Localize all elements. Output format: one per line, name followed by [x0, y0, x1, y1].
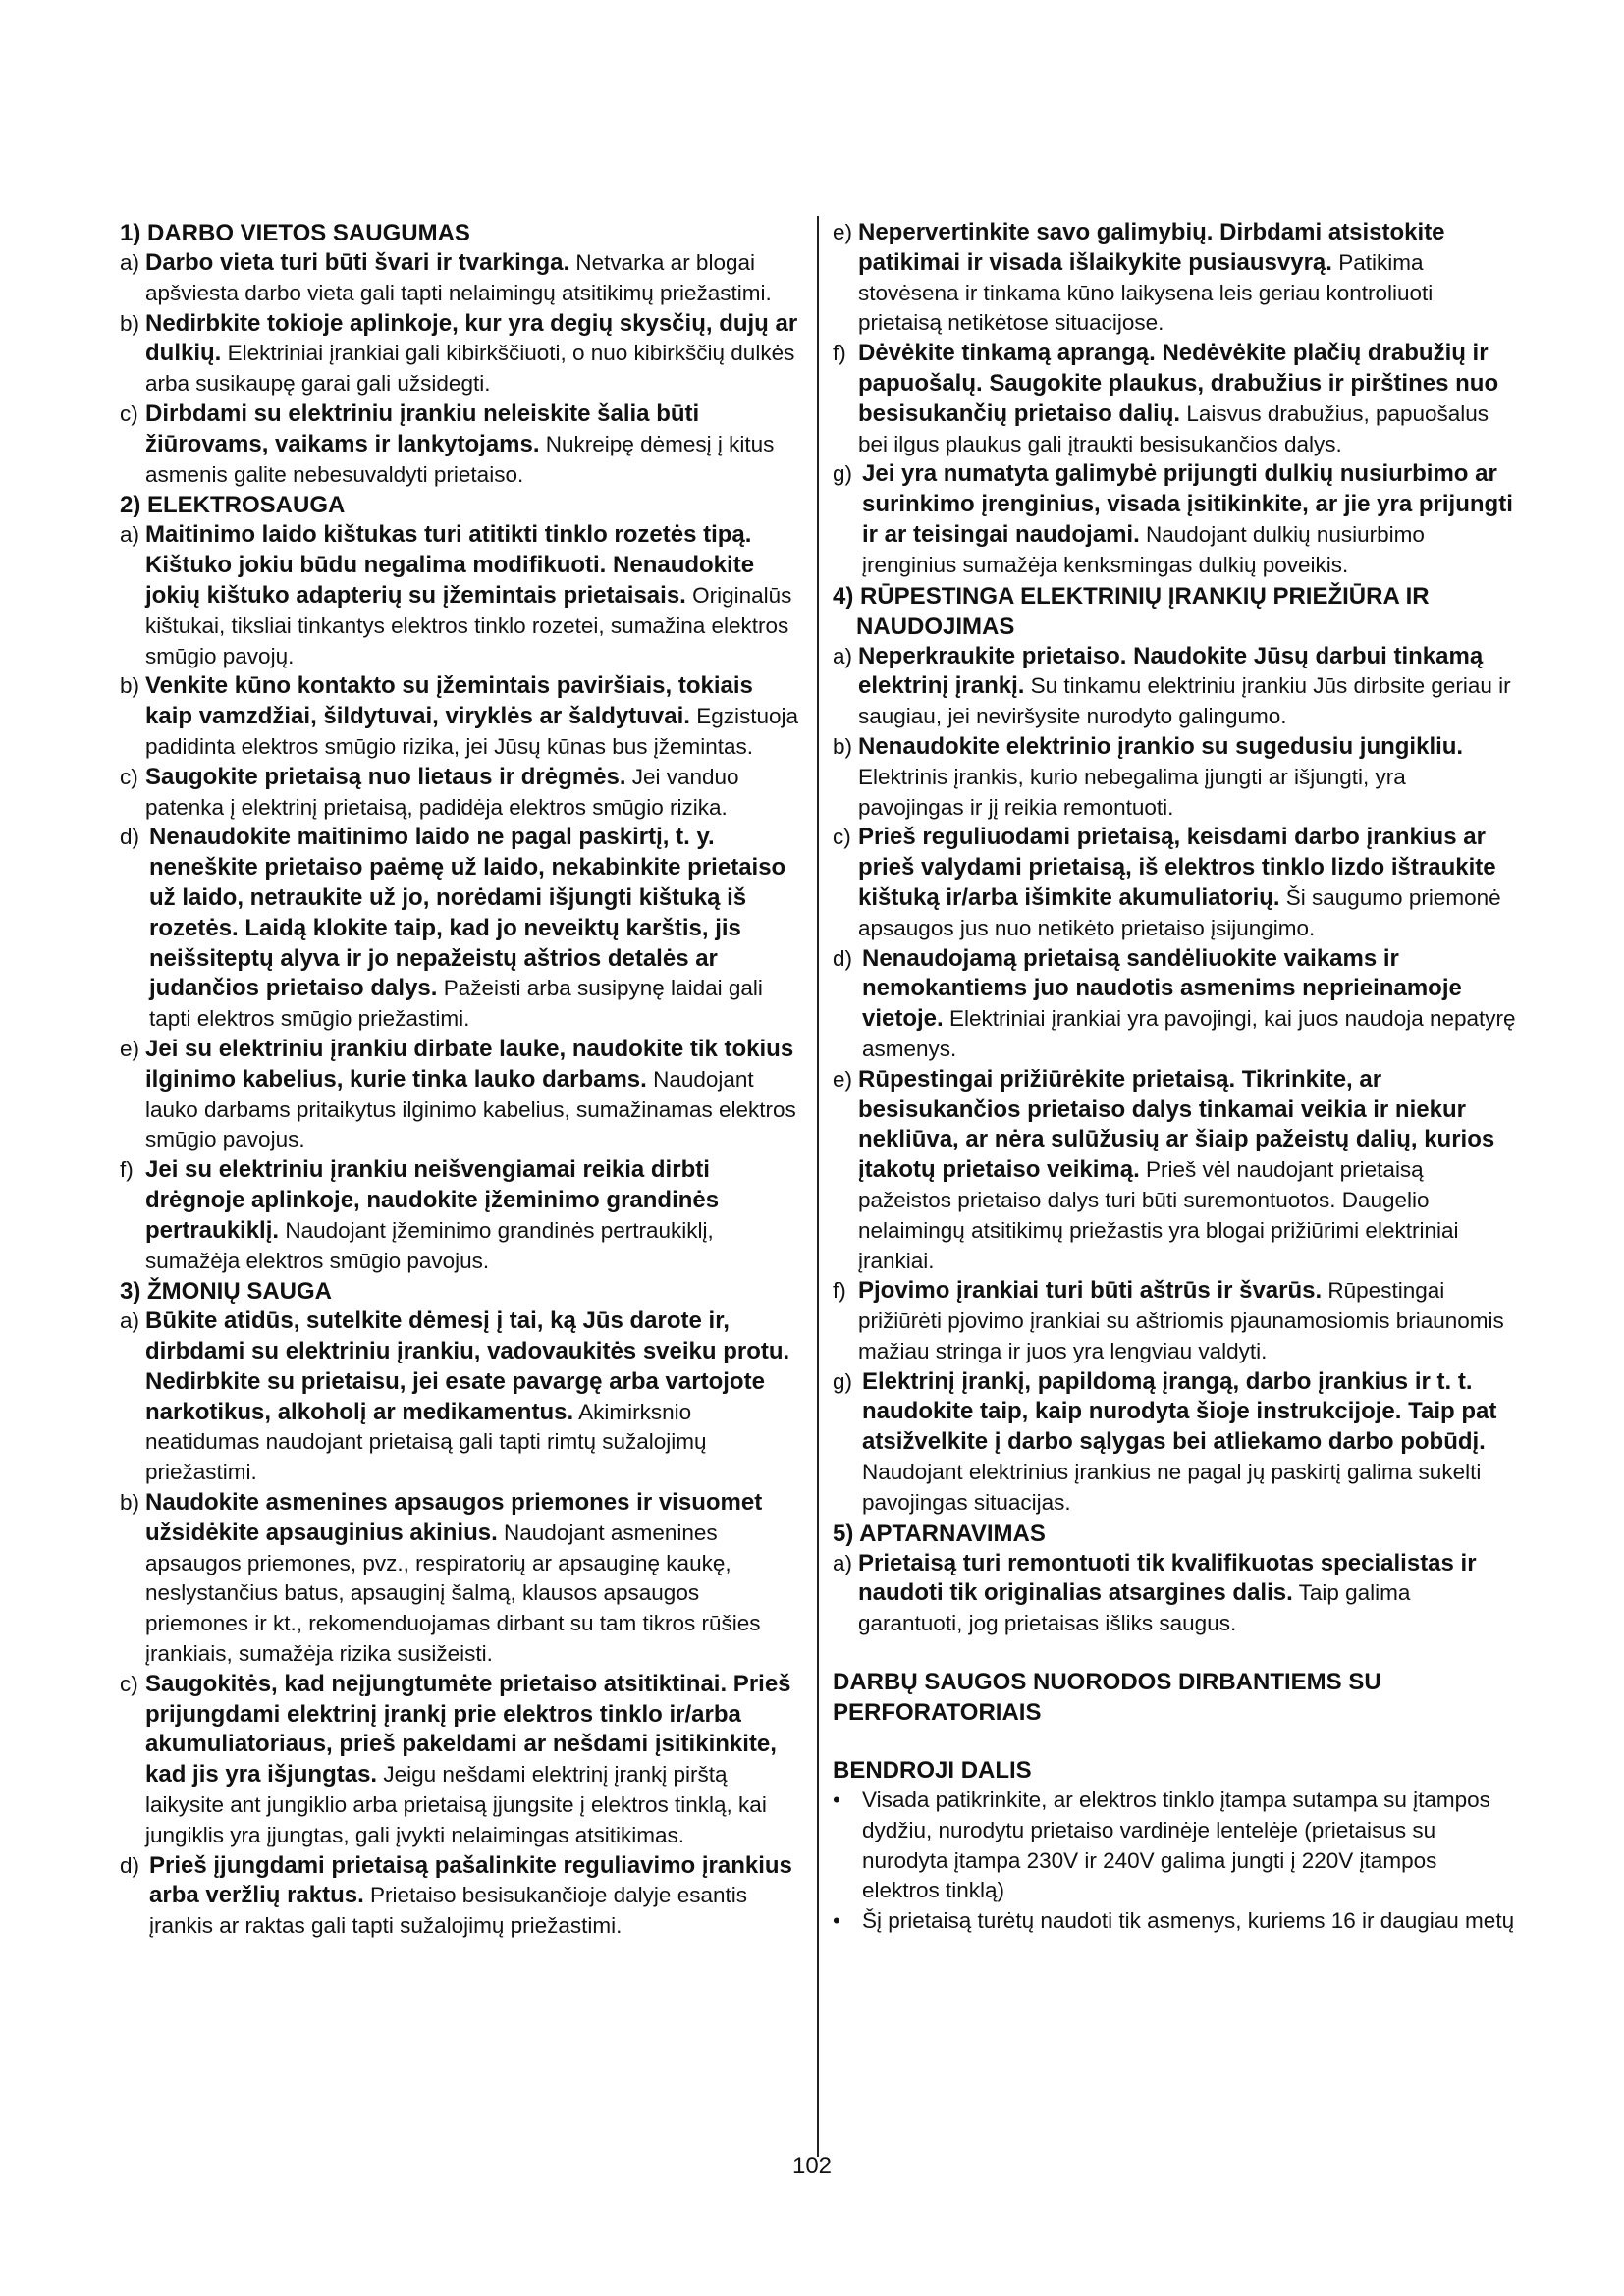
item-text — [149, 1851, 800, 1942]
item-text — [862, 459, 1517, 580]
item-normal-text: Elektriniai įrankiai gali kibirkščiuoti, o nuo kibirkščių dulkės arba susikaupę garai gali užsidegti. — [145, 341, 795, 397]
list-item — [833, 823, 1517, 943]
heading: BENDROJI DALIS — [833, 1757, 1032, 1785]
list-item — [833, 1065, 1517, 1277]
item-text — [858, 218, 1517, 339]
item-label: a) — [833, 643, 853, 668]
list-item — [120, 520, 800, 671]
list-item — [833, 642, 1517, 732]
item-label: d) — [120, 1852, 140, 1878]
section-heading: 1) DARBO VIETOS SAUGUMAS — [120, 220, 470, 246]
item-bold-text: Jei yra numatyta galimybė prijungti dulkių nusiurbimo ar surinkimo įrenginius, visada įsitikinkite, ar jie yra prijungti ir ar teisingai naudojami. — [862, 460, 1513, 548]
item-label: a) — [120, 1308, 140, 1334]
item-bold-text: Maitinimo laido kištukas turi atitikti tinklo rozetės tipą. Kištuko jokiu būdu negalima modifikuoti. Nenaudokite jokių kištuko adapterių su įžemintais prietaisais. — [145, 521, 755, 609]
item-normal-text: Elektriniai įrankiai yra pavojingi, kai juos naudoja nepatyrę asmenys. — [862, 1006, 1516, 1061]
item-text — [145, 671, 800, 762]
item-normal-text: Naudojant dulkių nusiurbimo įrenginius sumažėja kenksmingas dulkių poveikis. — [862, 521, 1425, 577]
item-normal-text: Prieš vėl naudojant prietaisą pažeistos prietaiso dalys turi būti suremontuotos. Daugelio nelaimingų atsitikimų priežastis yra blogai prižiūrimi elektriniai įrankiai. — [858, 1157, 1459, 1273]
item-text — [145, 520, 800, 671]
item-normal-text: Naudojant įžeminimo grandinės pertraukiklį, sumažėja elektros smūgio pavojus. — [145, 1217, 714, 1273]
list-item — [120, 823, 800, 1035]
item-label: c) — [120, 400, 138, 426]
spacer — [833, 1639, 1517, 1667]
item-text — [145, 1035, 800, 1155]
item-normal-text: Ši saugumo priemonė apsaugos jus nuo netikėto prietaiso įsijungimo. — [858, 884, 1501, 940]
item-normal-text: Elektrinis įrankis, kurio nebegalima įjungti ar išjungti, yra pavojingas ir jį reikia remontuoti. — [858, 764, 1406, 820]
item-text — [149, 823, 800, 1035]
item-normal-text: Jeigu nešdami elektrinį įrankį pirštą laikysite ant jungiklio arba prietaisą įjungsite į elektros tinklą, kai jungiklis yra įjungtas, gali įvykti nelaimingas atsitikimas. — [145, 1762, 767, 1847]
bullet-item — [833, 1906, 1517, 1937]
item-normal-text: Laisvus drabužius, papuošalus bei ilgus plaukus gali įtraukti besisukančios dalys. — [858, 400, 1489, 456]
list-item — [120, 309, 800, 400]
item-bold-text: Būkite atidūs, sutelkite dėmesį į tai, ką Jūs darote ir, dirbdami su elektriniu įrankiu, vadovaukitės sveiku protu. Nedirbkite su prietaisu, jei esate pavargę arba vartojote narkotikus, alkoholį ar medikamentus. — [145, 1308, 790, 1425]
item-label: b) — [120, 1490, 140, 1516]
item-normal-text: Jei vanduo patenka į elektrinį prietaisą, padidėja elektros smūgio rizika. — [145, 764, 739, 820]
item-normal-text: Netvarka ar blogai apšviesta darbo vieta gali tapti nelaimingų atsitikimų priežastimi. — [145, 250, 772, 305]
item-bold-text: Pjovimo įrankiai turi būti aštrūs ir švarūs. — [858, 1277, 1323, 1305]
item-normal-text: Patikima stovėsena ir tinkama kūno laikysena leis geriau kontroliuoti prietaisą netikėtose situacijose. — [858, 249, 1434, 336]
bullet-text: Šį prietaisą turėtų naudoti tik asmenys, kuriems 16 ir daugiau metų — [862, 1908, 1515, 1934]
list-item — [833, 1549, 1517, 1639]
item-normal-text: Naudojant elektrinius įrankius ne pagal jų paskirtį galima sukelti pavojingas situacijas. — [862, 1460, 1482, 1515]
item-text — [145, 763, 800, 824]
item-label: c) — [833, 825, 851, 850]
list-item — [120, 1488, 800, 1670]
item-label: d) — [120, 825, 140, 850]
item-bold-text: Prieš įjungdami prietaisą pašalinkite reguliavimo įrankius arba veržlių raktus. — [149, 1851, 792, 1909]
item-text — [862, 944, 1517, 1065]
item-bold-text: Rūpestingai prižiūrėkite prietaisą. Tikrinkite, ar besisukančios prietaiso dalys tinkamai veikia ir niekur nekliūva, ar nėra sulūžusių ar šiaip pažeistų dalių, kurios įtakotų prietaiso veikimą. — [858, 1065, 1495, 1184]
item-normal-text: Nukreipę dėmesį į kitus asmenis galite nebesuvaldyti prietaiso. — [145, 431, 775, 487]
item-label: a) — [120, 250, 140, 275]
item-normal-text: Taip galima garantuoti, jog prietaisas išliks saugus. — [858, 1580, 1411, 1636]
item-bold-text: Venkite kūno kontakto su įžemintais paviršiais, tokiais kaip vamzdžiai, šildytuvai, viryklės ar šaldytuvai. — [145, 672, 753, 730]
item-bold-text: Nenaudokite maitinimo laido ne pagal paskirtį, t. y. neneškite prietaiso paėmę už laido, nekabinkite prietaiso už laido, netraukite už jo, norėdami išjungti kištuką iš rozetės. Laidą klokite taip, kad jo neveiktų karštis, jis neišsiteptų alyva ir jo nepažeistų aštrios detalės ar judančios prietaiso dalys. — [149, 824, 786, 1002]
item-label: f) — [833, 341, 846, 366]
item-label: b) — [120, 310, 140, 336]
item-bold-text: Neperkraukite prietaiso. Naudokite Jūsų darbui tinkamą elektrinį įrankį. — [858, 642, 1484, 700]
item-label: c) — [120, 764, 138, 789]
item-text — [145, 1155, 800, 1276]
item-bold-text: Prietaisą turi remontuoti tik kvalifikuotas specialistas ir naudoti tik originalias atsargines dalis. — [858, 1549, 1477, 1607]
left-column — [120, 218, 800, 1942]
bullet-item — [833, 1786, 1517, 1906]
item-bold-text: Dirbdami su elektriniu įrankiu neleiskite šalia būti žiūrovams, vaikams ir lankytojams. — [145, 400, 700, 457]
item-label: g) — [833, 461, 853, 487]
bullet-icon: • — [833, 1908, 840, 1934]
item-text — [145, 1670, 800, 1851]
item-label: g) — [833, 1368, 853, 1394]
list-item — [120, 671, 800, 762]
item-label: b) — [120, 673, 140, 699]
item-text — [858, 1065, 1517, 1277]
item-normal-text: Naudojant lauko darbams pritaikytus ilginimo kabelius, sumažinamas elektros smūgio pavojus. — [145, 1066, 796, 1152]
item-normal-text: Pažeisti arba susipynę laidai gali tapti elektros smūgio priežastimi. — [149, 976, 763, 1032]
item-label: c) — [120, 1671, 138, 1696]
list-item — [120, 1307, 800, 1488]
item-normal-text: Originalūs kištukai, tiksliai tinkantys elektros tinklo rozetei, sumažina elektros smūgio pavojų. — [145, 582, 792, 668]
list-item — [120, 1670, 800, 1851]
bullet-icon: • — [833, 1788, 840, 1813]
item-text — [858, 1276, 1517, 1366]
list-item — [833, 339, 1517, 459]
item-normal-text: Akimirksnio neatidumas naudojant prietaisą gali tapti rimtų sužalojimų priežastimi. — [145, 1399, 707, 1485]
item-label: a) — [833, 1550, 853, 1575]
item-normal-text: Su tinkamu elektriniu įrankiu Jūs dirbsite geriau ir saugiau, jei neviršysite nurodyto galingumo. — [858, 673, 1511, 729]
column-divider — [817, 216, 819, 2157]
item-label: e) — [833, 1066, 853, 1092]
item-text — [858, 823, 1517, 943]
item-text — [858, 339, 1517, 459]
item-text — [862, 1367, 1517, 1519]
item-bold-text: Elektrinį įrankį, papildomą įrangą, darbo įrankius ir t. t. naudokite taip, kaip nurodyta šioje instrukcijoje. Taip pat atsižvelkite į darbo sąlygas bei atliekamo darbo pobūdį. — [862, 1367, 1497, 1456]
section-heading: 3) ŽMONIŲ SAUGA — [120, 1278, 332, 1306]
list-item — [833, 218, 1517, 339]
item-bold-text: Saugokitės, kad neįjungtumėte prietaiso atsitiktinai. Prieš prijungdami elektrinį įrankį prie elektros tinklo ir/arba akumuliatoriaus, prieš pakeldami ar nešdami įsitikinkite, kad jis yra išjungtas. — [145, 1670, 791, 1789]
item-text — [145, 400, 800, 490]
page-number: 102 — [791, 2153, 833, 2179]
list-item — [120, 248, 800, 309]
item-text — [145, 1307, 800, 1488]
item-bold-text: Saugokite prietaisą nuo lietaus ir drėgmės. — [145, 763, 626, 790]
item-bold-text: Nepervertinkite savo galimybių. Dirbdami atsistokite patikimai ir visada išlaikykite pusiausvyrą. — [858, 219, 1445, 276]
item-label: e) — [120, 1036, 140, 1061]
list-item — [120, 1851, 800, 1942]
item-bold-text: Nenaudojamą prietaisą sandėliuokite vaikams ir nemokantiems juo naudotis asmenims neprieinamoje vietoje. — [862, 944, 1462, 1033]
item-bold-text: Prieš reguliuodami prietaisą, keisdami darbo įrankius ar prieš valydami prietaisą, iš elektros tinklo lizdo ištraukite kištuką ir/arba išimkite akumuliatorių. — [858, 824, 1496, 911]
list-item — [120, 1035, 800, 1155]
item-label: f) — [120, 1157, 134, 1183]
item-normal-text: Rūpestingai prižiūrėti pjovimo įrankiai su aštriomis pjaunamosiomis briaunomis mažiau stringa ir juos yra lengviau valdyti. — [858, 1278, 1504, 1363]
section-heading: 2) ELEKTROSAUGA — [120, 492, 346, 519]
item-bold-text: Jei su elektriniu įrankiu dirbate lauke, naudokite tik tokius ilginimo kabelius, kurie tinka lauko darbams. — [145, 1035, 794, 1093]
item-bold-text: Nenaudokite elektrinio įrankio su sugedusiu jungikliu. — [858, 732, 1464, 760]
item-bold-text: Jei su elektriniu įrankiu neišvengiamai reikia dirbti drėgnoje aplinkoje, naudokite įžeminimo grandinės pertraukiklį. — [145, 1156, 720, 1244]
item-text — [145, 248, 800, 309]
list-item — [120, 400, 800, 490]
right-column — [833, 218, 1517, 1937]
item-bold-text: Darbo vieta turi būti švari ir tvarkinga. — [145, 249, 570, 276]
item-text — [858, 1549, 1517, 1639]
item-bold-text: Dėvėkite tinkamą aprangą. Nedėvėkite plačių drabužių ir papuošalų. Saugokite plaukus, drabužius ir pirštines nuo besisukančių prietaiso dalių. — [858, 340, 1499, 427]
list-item — [833, 1276, 1517, 1366]
list-item — [120, 763, 800, 824]
heading: DARBŲ SAUGOS NUORODOS DIRBANTIEMS SU PERFORATORIAIS — [833, 1669, 1381, 1727]
item-normal-text: Naudojant asmenines apsaugos priemones, pvz., respiratorių ar apsauginę kaukę, neslystančius batus, apsauginį šalmą, klausos apsaugos priemones ir kt., rekomenduojamas dirbant su tam tikros rūšies įrankiais, sumažėja rizika susižeisti. — [145, 1520, 761, 1667]
item-text — [145, 1488, 800, 1670]
list-item — [833, 732, 1517, 823]
item-text — [145, 309, 800, 400]
list-item — [120, 1155, 800, 1276]
bullet-text: Visada patikrinkite, ar elektros tinklo įtampa sutampa su įtampos dydžiu, nurodytu prietaiso vardinėje lentelėje (prietaisus su nurodyta įtampa 230V ir 240V galima jungti į 220V įtampos elektros tinklą) — [862, 1788, 1490, 1903]
list-item — [833, 944, 1517, 1065]
list-item — [833, 1367, 1517, 1519]
item-label: f) — [833, 1278, 846, 1304]
spacer — [833, 1728, 1517, 1755]
item-bold-text: Nedirbkite tokioje aplinkoje, kur yra degių skysčių, dujų ar dulkių. — [145, 309, 798, 367]
section-heading: 5) APTARNAVIMAS — [833, 1520, 1046, 1547]
item-normal-text: Egzistuoja padidinta elektros smūgio rizika, jei Jūsų kūnas bus įžemintas. — [145, 704, 799, 759]
item-text — [858, 732, 1517, 823]
item-label: d) — [833, 945, 853, 971]
item-label: b) — [833, 733, 853, 759]
list-item — [833, 459, 1517, 580]
item-label: a) — [120, 522, 140, 548]
section-heading: 4) RŪPESTINGA ELEKTRINIŲ ĮRANKIŲ PRIEŽIŪRA IR NAUDOJIMAS — [833, 582, 1430, 640]
item-bold-text: Naudokite asmenines apsaugos priemones ir visuomet užsidėkite apsauginius akinius. — [145, 1489, 763, 1546]
item-label: e) — [833, 220, 853, 244]
item-text — [858, 642, 1517, 732]
item-normal-text: Prietaiso besisukančioje dalyje esantis įrankis ar raktas gali tapti sužalojimų priežastimi. — [149, 1883, 747, 1939]
